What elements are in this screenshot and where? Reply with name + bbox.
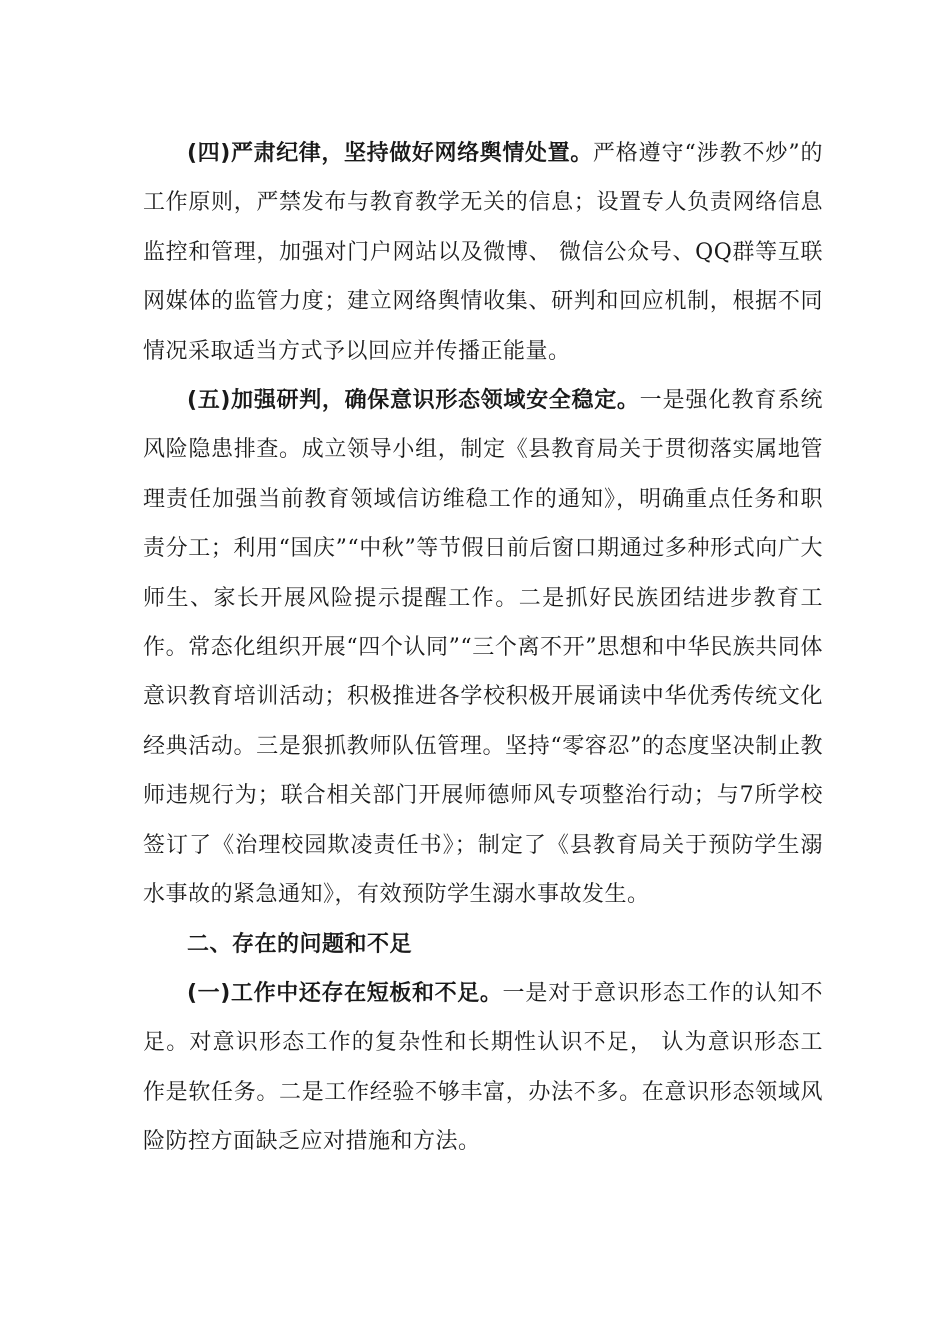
paragraph-text: 一是对于意识形态工作的认知不足。对意识形态工作的复杂性和长期性认识不足， 认为意识形态工作是软任务。二是工作经验不够丰富，办法不多。在意识形态领域风险防控方面缺乏应对措施和方法。 [143, 980, 823, 1155]
paragraph-text: 一是强化教育系统风险隐患排查。成立领导小组，制定《县教育局关于贯彻落实属地管理责任加强当前教育领域信访维稳工作的通知》，明确重点任务和职责分工；利用“国庆”“中秋”等节假日前后窗口期通过多种形式向广大师生、家长开展风险提示提醒工作。二是抓好民族团结进步教育工作。常态化组织开展“四个认同”“三个离不开”思想和中华民族共同体意识教育培训活动；积极推进各学校积极开展诵读中华优秀传统文化经典活动。三是狠抓教师队伍管理。坚持“零容忍”的态度坚决制止教师违规行为；联合相关部门开展师德师风专项整治行动；与7所学校签订了《治理校园欺凌责任书》；制定了《县教育局关于预防学生溺水事故的紧急通知》，有效预防学生溺水事故发生。 [143, 388, 823, 908]
document-body [143, 129, 823, 1167]
paragraph-ideology-security [143, 376, 823, 919]
paragraph-lead-heading: (五)加强研判，确保意识形态领域安全稳定。 [187, 388, 640, 414]
paragraph-shortcomings [143, 969, 823, 1167]
paragraph-text: 严格遵守“涉教不炒”的工作原则，严禁发布与教育教学无关的信息；设置专人负责网络信息监控和管理，加强对门户网站以及微博、 微信公众号、QQ群等互联网媒体的监管力度；建立网络舆情收集、研判和回应机制，根据不同情况采取适当方式予以回应并传播正能量。 [143, 141, 823, 364]
paragraph-lead-heading: (一)工作中还存在短板和不足。 [187, 980, 503, 1006]
section-heading: 二、存在的问题和不足 [187, 931, 413, 957]
paragraph-lead-heading: (四)严肃纪律，坚持做好网络舆情处置。 [187, 141, 593, 166]
paragraph-network-opinion [143, 129, 823, 376]
